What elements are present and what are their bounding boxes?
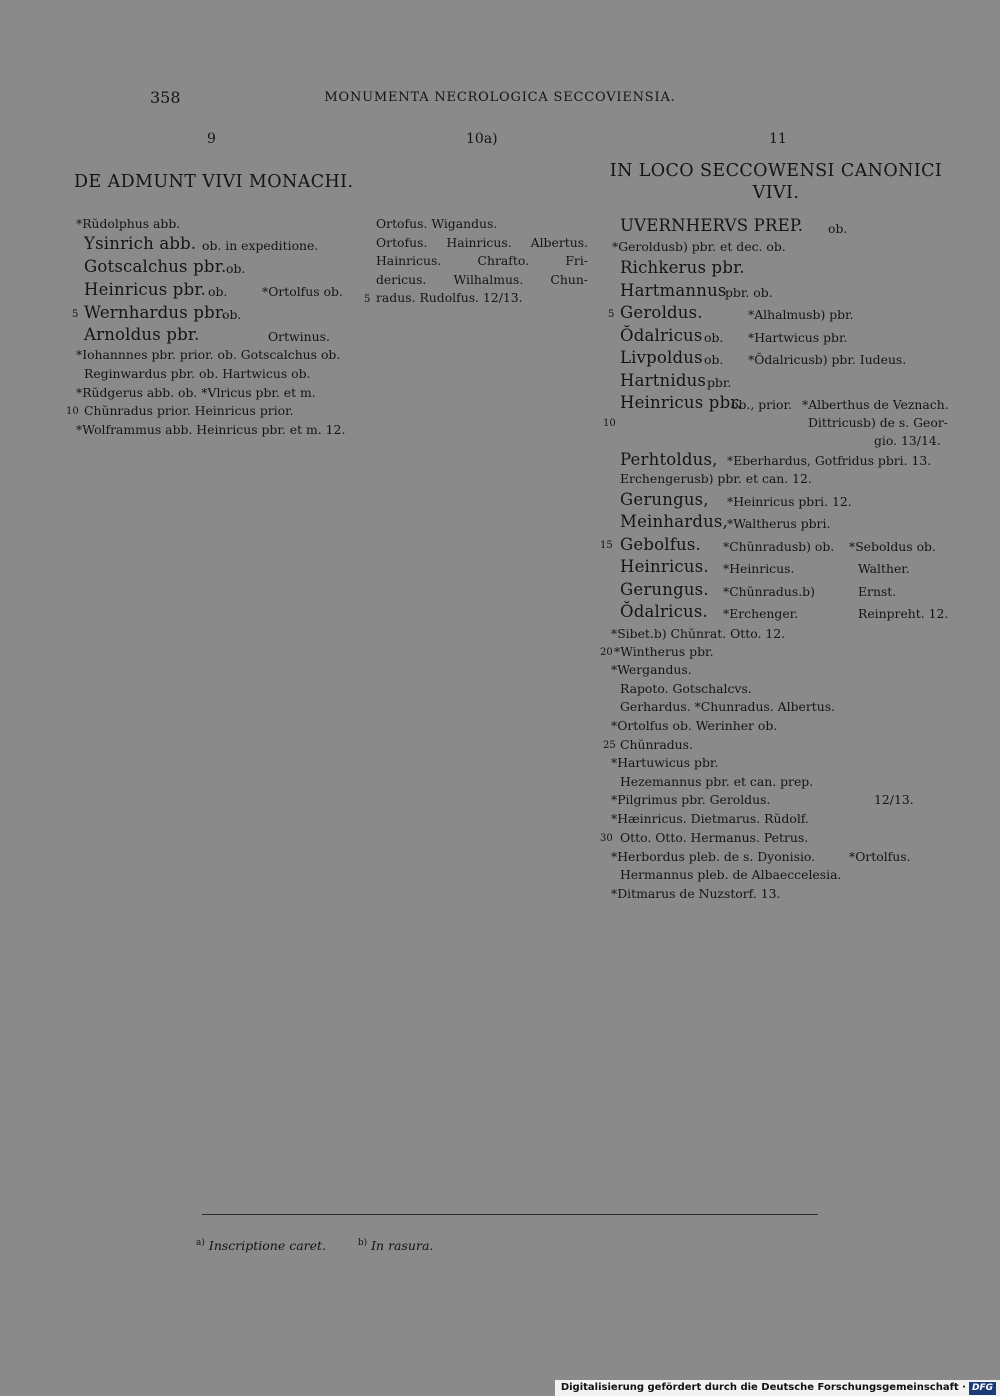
entry: Dittricusb) de s. Geor-	[808, 415, 948, 430]
entry: Rapoto. Gotschalcvs.	[620, 681, 752, 696]
entry: Heinricus pbr.	[620, 393, 743, 412]
entry: *Ortolfus ob. Werinher ob.	[611, 718, 778, 733]
entry: *Wergandus.	[611, 662, 692, 677]
entry: Chŭnradus.	[620, 737, 693, 752]
footnote-b-text: In rasura.	[371, 1238, 434, 1254]
entry: Heinricus.	[620, 557, 709, 576]
entry: Reinpreht. 12.	[858, 606, 949, 621]
entry: Geroldus.	[620, 303, 703, 322]
entry: ob., prior.	[731, 397, 792, 412]
entry: *Seboldus ob.	[849, 539, 936, 554]
entry: *Heinricus.	[723, 561, 795, 576]
entry: Arnoldus pbr.	[84, 325, 200, 344]
entry: Otto. Otto. Hermanus. Petrus.	[620, 830, 809, 845]
column-number-10: 10a)	[466, 131, 498, 147]
funding-text: Digitalisierung gefördert durch die Deutsche Forschungsgemeinschaft ·	[560, 1382, 966, 1393]
entry: Ysinrich abb.	[84, 234, 197, 253]
entry: Hezemannus pbr. et can. prep.	[620, 774, 814, 789]
entry: Gerhardus. *Chunradus. Albertus.	[620, 699, 836, 714]
entry: Hainricus. Chrafto. Fri-	[376, 253, 588, 268]
entry: *Wolframmus abb. Heinricus pbr. et m. 12.	[76, 422, 346, 437]
entry: *Heinricus pbri. 12.	[727, 494, 852, 509]
entry: Gebolfus.	[620, 535, 701, 554]
entry: *Pilgrimus pbr. Geroldus.	[611, 792, 771, 807]
entry: Gotscalchus pbr.	[84, 257, 227, 276]
line-number: 10	[603, 418, 616, 429]
entry: Ernst.	[858, 584, 897, 599]
entry: ob.	[226, 261, 246, 276]
funding-banner	[555, 1380, 1000, 1396]
entry: *Iohannnes pbr. prior. ob. Gotscalchus ob.	[76, 347, 341, 362]
entry: *Eberhardus, Gotfridus pbri. 13.	[727, 453, 932, 468]
entry: Ŏdalricus	[620, 326, 703, 345]
column-9-heading: DE ADMUNT VIVI MONACHI.	[74, 172, 354, 192]
entry: *Ŏdalricusb) pbr. Iudeus.	[748, 352, 907, 367]
entry: *Alhalmusb) pbr.	[748, 307, 854, 322]
entry: gio. 13/14.	[874, 433, 941, 448]
entry: Chŭnradus prior. Heinricus prior.	[84, 403, 294, 418]
entry: Ŏdalricus.	[620, 602, 708, 621]
line-number: 15	[600, 540, 613, 551]
running-title: MONUMENTA NECROLOGICA SECCOVIENSIA.	[324, 90, 676, 105]
entry: *Waltherus pbri.	[727, 516, 831, 531]
line-number: 25	[603, 740, 616, 751]
entry: *Rŭdgerus abb. ob. *Vlricus pbr. et m.	[76, 385, 316, 400]
entry: pbr. ob.	[725, 285, 773, 300]
entry: Heinricus pbr.	[84, 280, 207, 299]
line-number: 5	[72, 309, 79, 320]
footnote-rule	[202, 1214, 818, 1215]
entry: UVERNHERVS PREP.	[620, 216, 804, 235]
entry: ob.	[704, 330, 724, 345]
footnote-b-mark: b)	[357, 1238, 368, 1248]
line-number: 30	[600, 833, 613, 844]
entry: *Ditmarus de Nuzstorf. 13.	[611, 886, 781, 901]
entry: *Hartwicus pbr.	[748, 330, 848, 345]
line-number: 10	[66, 406, 79, 417]
footnote-a-text: Inscriptione caret.	[208, 1238, 327, 1254]
entry: *Geroldusb) pbr. et dec. ob.	[612, 239, 786, 254]
column-11-heading: IN LOCO SECCOWENSI CANONICI VIVI.	[609, 161, 943, 203]
entry: pbr.	[707, 375, 732, 390]
column-number-11: 11	[769, 131, 787, 147]
entry: *Chŭnradus.b)	[723, 584, 815, 599]
entry: Richkerus pbr.	[620, 258, 745, 277]
entry: Meinhardus,	[620, 512, 729, 531]
column-10	[376, 215, 588, 308]
entry: ob.	[828, 221, 848, 236]
footnotes	[196, 1238, 433, 1253]
entry: Gerungus,	[620, 490, 709, 509]
entry: Hartnidus	[620, 371, 707, 390]
entry: *Ortolfus.	[849, 849, 911, 864]
entry: *Alberthus de Veznach.	[802, 397, 949, 412]
entry: Erchengerusb) pbr. et can. 12.	[620, 471, 812, 486]
footnote-a-mark: a)	[196, 1238, 205, 1248]
entry: *Rŭdolphus abb.	[76, 216, 181, 231]
line-number: 5	[608, 309, 615, 320]
entry: Perhtoldus,	[620, 450, 718, 469]
entry: *Sibet.b) Chŭnrat. Otto. 12.	[611, 626, 786, 641]
entry: radus. Rudolfus. 12/13.	[376, 290, 523, 305]
entry: Hartmannus	[620, 281, 727, 300]
entry: Hermannus pleb. de Albaeccelesia.	[620, 867, 842, 882]
entry: Walther.	[858, 561, 910, 576]
entry: Gerungus.	[620, 580, 709, 599]
page-number: 358	[150, 88, 181, 107]
entry: dericus. Wilhalmus. Chun-	[376, 271, 588, 287]
entry: Reginwardus pbr. ob. Hartwicus ob.	[84, 366, 311, 381]
entry: *Ortolfus ob.	[262, 284, 343, 299]
entry: Ortwinus.	[268, 329, 330, 344]
line-number: 20	[600, 647, 613, 658]
entry: Livpoldus	[620, 348, 703, 367]
entry: ob.	[704, 352, 724, 367]
entry: *Wintherus pbr.	[614, 644, 714, 659]
entry: 12/13.	[874, 792, 914, 807]
entry: *Erchenger.	[723, 606, 799, 621]
entry: *Hartuwicus pbr.	[611, 755, 719, 770]
entry: Wernhardus pbr.	[84, 303, 227, 322]
entry: ob.	[222, 307, 242, 322]
line-number: 5	[364, 294, 371, 305]
entry: Ortofus. Wigandus.	[376, 216, 498, 231]
entry: *Herbordus pleb. de s. Dyonisio.	[611, 849, 816, 864]
column-number-9: 9	[207, 131, 216, 147]
entry: *Hæinricus. Dietmarus. Rŭdolf.	[611, 811, 809, 826]
entry: *Chŭnradusb) ob.	[723, 539, 835, 554]
entry: ob. in expeditione.	[202, 238, 319, 253]
entry: ob.	[208, 284, 228, 299]
dfg-logo: DFG	[969, 1382, 996, 1395]
entry: Ortofus. Hainricus. Albertus.	[376, 234, 588, 250]
